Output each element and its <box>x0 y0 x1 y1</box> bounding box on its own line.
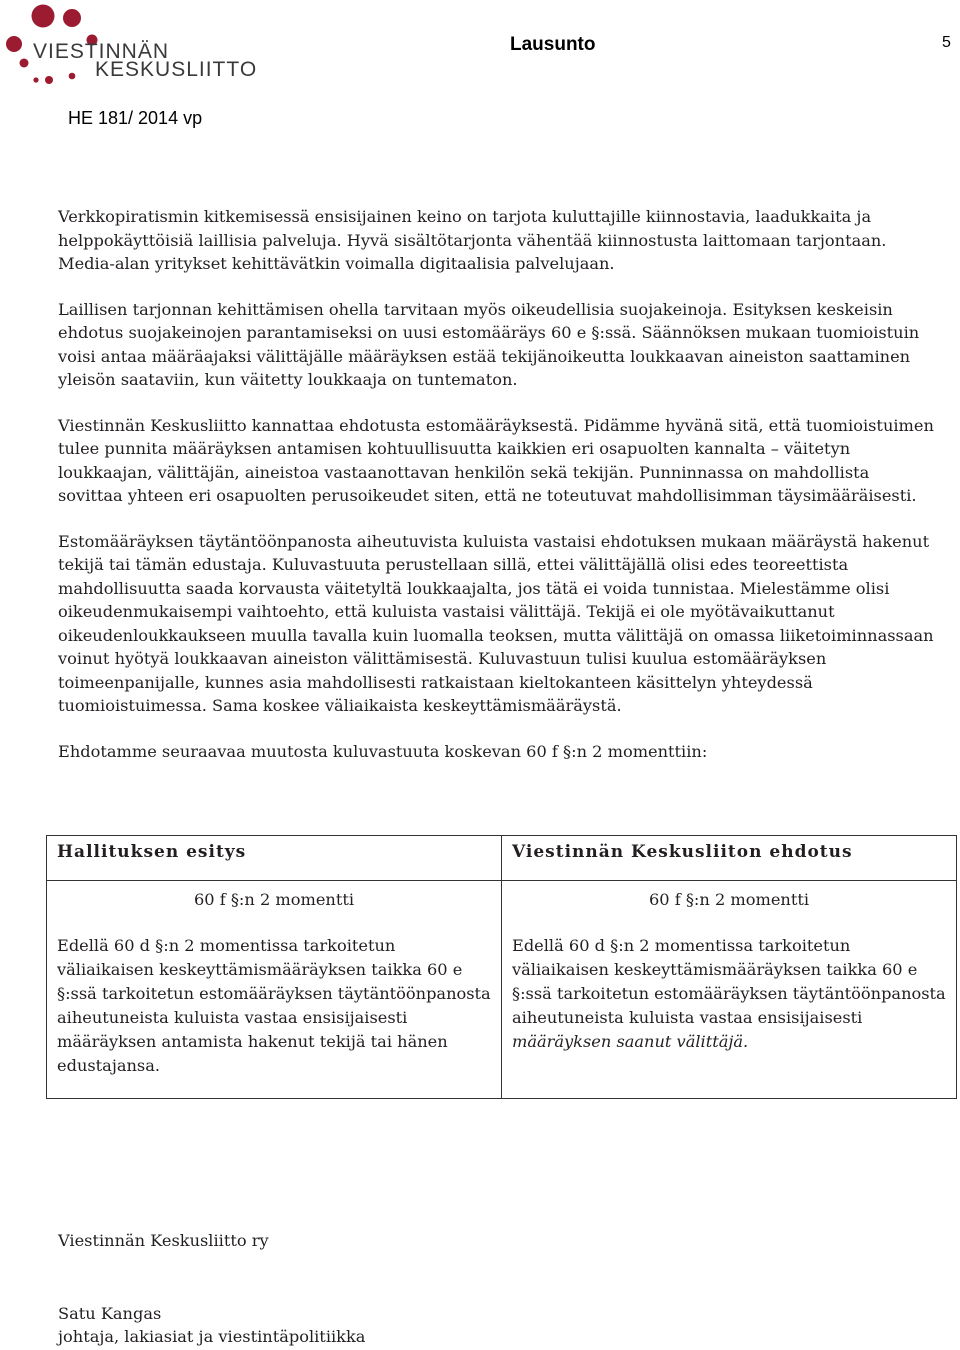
paragraph: Viestinnän Keskusliitto kannattaa ehdotusta estomääräyksestä. Pidämme hyvänä sitä, että tuomioistuimen tulee punnita määräyksen antamisen kohtuullisuutta kaikkien eri osapuolten kannalta – väitetyn loukkaajan, välittäjän, aineistoa vastaanottavan henkilön sekä tekijän. Punninnassa on mahdollista sovittaa yhteen eri osapuolten perusoikeudet siten, että ne toteutuvat mahdollisimman täysimääräisesti. <box>58 415 934 505</box>
left-column-cell <box>47 881 502 1099</box>
right-column-heading: Viestinnän Keskusliiton ehdotus <box>502 836 957 881</box>
comparison-table <box>46 835 957 1099</box>
organization-logo <box>0 0 270 95</box>
section-reference: 60 f §:n 2 momentti <box>193 890 355 909</box>
right-column-cell <box>502 881 957 1099</box>
statement-body <box>58 205 938 785</box>
table-header-row <box>47 836 957 881</box>
provision-text-regular: Edellä 60 d §:n 2 momentissa tarkoitetun väliaikaisen keskeyttämismääräyksen taikka 60 e §:ssä tarkoitetun estomääräyksen täytäntöönpanosta aiheutuneista kuluista vastaa ensisijaisesti <box>512 936 946 1027</box>
table-row <box>47 881 957 1099</box>
logo-text-line1: VIESTINNÄN <box>33 40 170 63</box>
document-type: Lausunto <box>510 34 596 55</box>
paragraph: Laillisen tarjonnan kehittämisen ohella tarvitaan myös oikeudellisia suojakeinoja. Esityksen keskeisin ehdotus suojakeinojen parantamiseksi on uusi estomääräys 60 e §:ssä. Säännöksen mukaan tuomioistuin voisi antaa määräajaksi välittäjälle määräyksen estää tekijänoikeutta loukkaavan aineiston saattaminen yleisön saataviin, kun väitetty loukkaaja on tuntematon. <box>58 299 920 389</box>
page-number: 5 <box>942 34 951 51</box>
paragraph: Ehdotamme seuraavaa muutosta kuluvastuuta koskevan 60 f §:n 2 momenttiin: <box>58 741 708 761</box>
provision-text <box>512 934 946 1054</box>
signature-name: Satu Kangas <box>58 1304 162 1323</box>
section-reference: 60 f §:n 2 momentti <box>648 890 810 909</box>
signature-organization: Viestinnän Keskusliitto ry <box>58 1231 269 1250</box>
document-reference: HE 181/ 2014 vp <box>68 108 203 128</box>
provision-text-italic: määräyksen saanut välittäjä. <box>512 1032 749 1051</box>
signature-title: johtaja, lakiasiat ja viestintäpolitiikka <box>58 1327 366 1346</box>
paragraph: Verkkopiratismin kitkemisessä ensisijainen keino on tarjota kuluttajille kiinnostavia, laadukkaita ja helppokäyttöisiä laillisia palveluja. Hyvä sisältötarjonta vähentää kiinnostusta laittomaan tarjontaan. Media-alan yritykset kehittävätkin voimalla digitaalisia palvelujaan. <box>58 207 887 273</box>
paragraph: Estomääräyksen täytäntöönpanosta aiheutuvista kuluista vastaisi ehdotuksen mukaan määräystä hakenut tekijä tai tämän edustaja. Kuluvastuuta perustellaan sillä, ettei välittäjällä olisi edes teoreettista mahdollisuutta saada korvausta väitetyltä loukkaajalta, jos tätä ei voida tunnistaa. Mielestämme olisi oikeudenmukaisempi vaihtoehto, että kuluista vastaisi välittäjä. Tekijä ei ole myötävaikuttanut oikeudenloukkaukseen muulla tavalla kuin luomalla teoksen, mutta välittäjä on omassa liiketoiminnassaan voinut hyötyä loukkaavan aineiston välittämisestä. Kuluvastuun tulisi kuulua estomääräyksen toimeenpanijalle, kunnes asia mahdollisesti ratkaistaan kieltokanteen käsittelyn yhteydessä tuomioistuimessa. Sama koskee väliaikaista keskeyttämismääräystä. <box>58 531 934 715</box>
left-column-heading: Hallituksen esitys <box>47 836 502 881</box>
provision-text: Edellä 60 d §:n 2 momentissa tarkoitetun väliaikaisen keskeyttämismääräyksen taikka 60 e §:ssä tarkoitetun estomääräyksen täytäntöönpanosta aiheutuneista kuluista vastaa ensisijaisesti määräyksen antamista hakenut tekijä tai hänen edustajansa. <box>57 936 491 1075</box>
logo-text-line2: KESKUSLIITTO <box>95 58 258 81</box>
